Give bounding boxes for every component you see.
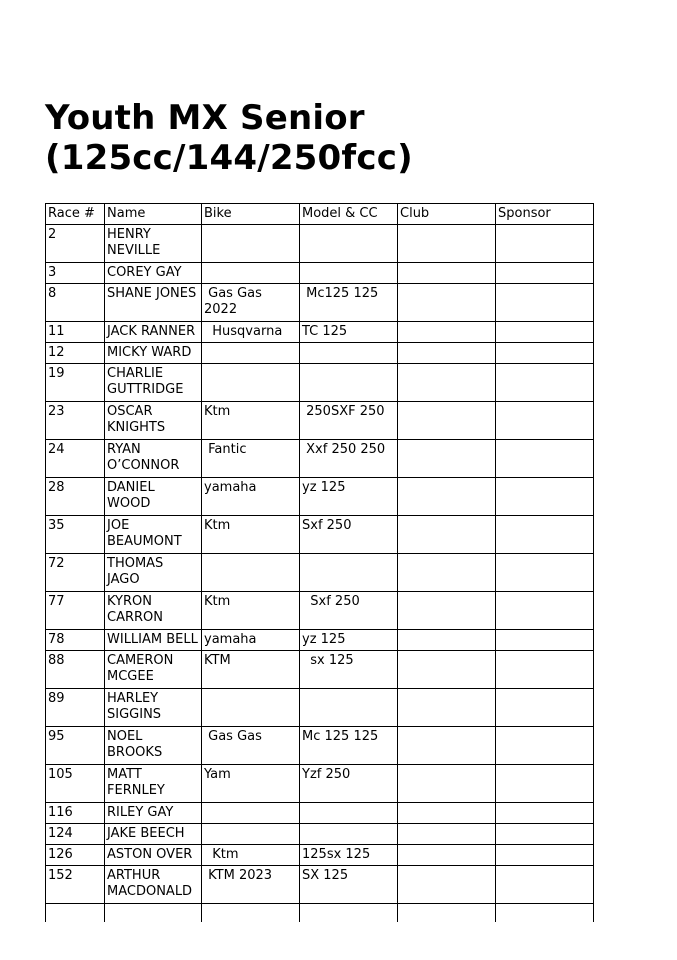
club-cell xyxy=(398,402,496,440)
race-number-cell: 95 xyxy=(46,727,105,765)
club-cell xyxy=(398,866,496,904)
club-cell xyxy=(398,322,496,343)
race-number-cell: 28 xyxy=(46,478,105,516)
club-cell xyxy=(398,364,496,402)
race-number-cell: 2 xyxy=(46,225,105,263)
sponsor-cell xyxy=(496,765,594,803)
sponsor-cell xyxy=(496,225,594,263)
page-title-line-2: (125cc/144/250fcc) xyxy=(45,138,413,178)
sponsor-cell xyxy=(496,478,594,516)
rider-name-cell: CHARLIE GUTTRIDGE xyxy=(105,364,202,402)
model-cc-cell: Mc 125 125 xyxy=(300,727,398,765)
sponsor-cell xyxy=(496,343,594,364)
club-cell xyxy=(398,478,496,516)
rider-name-cell: DANIEL WOOD xyxy=(105,478,202,516)
bike-cell: Ktm xyxy=(202,402,300,440)
bike-cell: Ktm xyxy=(202,845,300,866)
table-row-empty xyxy=(46,904,594,923)
bike-cell: Yam xyxy=(202,765,300,803)
model-cc-cell xyxy=(300,343,398,364)
model-cc-cell: yz 125 xyxy=(300,478,398,516)
race-number-cell: 12 xyxy=(46,343,105,364)
bike-cell xyxy=(202,343,300,364)
sponsor-cell xyxy=(496,263,594,284)
race-number-cell: 11 xyxy=(46,322,105,343)
rider-name-cell: HARLEY SIGGINS xyxy=(105,689,202,727)
rider-name-cell: RYAN O’CONNOR xyxy=(105,440,202,478)
bike-cell: Gas Gas 2022 xyxy=(202,284,300,322)
model-cc-cell xyxy=(300,554,398,592)
table-row xyxy=(46,765,594,803)
empty-cell xyxy=(496,904,594,923)
model-cc-cell: Mc125 125 xyxy=(300,284,398,322)
empty-cell xyxy=(398,904,496,923)
model-cc-cell xyxy=(300,225,398,263)
race-number-cell: 35 xyxy=(46,516,105,554)
club-cell xyxy=(398,651,496,689)
empty-cell xyxy=(300,904,398,923)
club-cell xyxy=(398,284,496,322)
race-number-cell: 3 xyxy=(46,263,105,284)
table-row xyxy=(46,263,594,284)
table-row xyxy=(46,866,594,904)
sponsor-cell xyxy=(496,651,594,689)
club-cell xyxy=(398,845,496,866)
table-row xyxy=(46,440,594,478)
model-cc-cell: SX 125 xyxy=(300,866,398,904)
sponsor-cell xyxy=(496,727,594,765)
table-row xyxy=(46,651,594,689)
model-cc-cell: Sxf 250 xyxy=(300,516,398,554)
table-row xyxy=(46,824,594,845)
bike-cell: yamaha xyxy=(202,630,300,651)
model-cc-cell xyxy=(300,364,398,402)
model-cc-cell: 250SXF 250 xyxy=(300,402,398,440)
sponsor-cell xyxy=(496,284,594,322)
sponsor-cell xyxy=(496,322,594,343)
bike-cell xyxy=(202,824,300,845)
race-number-cell: 124 xyxy=(46,824,105,845)
club-cell xyxy=(398,689,496,727)
race-number-cell: 77 xyxy=(46,592,105,630)
bike-cell xyxy=(202,225,300,263)
rider-name-cell: CAMERON MCGEE xyxy=(105,651,202,689)
sponsor-cell xyxy=(496,630,594,651)
model-cc-cell xyxy=(300,689,398,727)
club-cell xyxy=(398,765,496,803)
club-cell xyxy=(398,440,496,478)
club-cell xyxy=(398,343,496,364)
header-sponsor: Sponsor xyxy=(496,204,594,225)
bike-cell: yamaha xyxy=(202,478,300,516)
sponsor-cell xyxy=(496,845,594,866)
table-row xyxy=(46,803,594,824)
bike-cell: KTM xyxy=(202,651,300,689)
race-number-cell: 105 xyxy=(46,765,105,803)
sponsor-cell xyxy=(496,689,594,727)
bike-cell xyxy=(202,554,300,592)
club-cell xyxy=(398,630,496,651)
model-cc-cell: sx 125 xyxy=(300,651,398,689)
race-number-cell: 152 xyxy=(46,866,105,904)
race-number-cell: 19 xyxy=(46,364,105,402)
table-row xyxy=(46,845,594,866)
race-number-cell: 24 xyxy=(46,440,105,478)
model-cc-cell: 125sx 125 xyxy=(300,845,398,866)
header-bike: Bike xyxy=(202,204,300,225)
bike-cell xyxy=(202,803,300,824)
race-number-cell: 72 xyxy=(46,554,105,592)
table-row xyxy=(46,516,594,554)
page-title-line-1: Youth MX Senior xyxy=(45,98,365,138)
bike-cell: Fantic xyxy=(202,440,300,478)
bike-cell: Gas Gas xyxy=(202,727,300,765)
header-model-cc: Model & CC xyxy=(300,204,398,225)
club-cell xyxy=(398,554,496,592)
club-cell xyxy=(398,727,496,765)
header-row xyxy=(46,204,594,225)
model-cc-cell: Sxf 250 xyxy=(300,592,398,630)
model-cc-cell: Xxf 250 250 xyxy=(300,440,398,478)
club-cell xyxy=(398,263,496,284)
model-cc-cell: TC 125 xyxy=(300,322,398,343)
race-number-cell: 116 xyxy=(46,803,105,824)
sponsor-cell xyxy=(496,516,594,554)
table-row xyxy=(46,478,594,516)
rider-name-cell: JAKE BEECH xyxy=(105,824,202,845)
model-cc-cell xyxy=(300,263,398,284)
rider-name-cell: MATT FERNLEY xyxy=(105,765,202,803)
race-number-cell: 78 xyxy=(46,630,105,651)
sponsor-cell xyxy=(496,824,594,845)
rider-name-cell: ASTON OVER xyxy=(105,845,202,866)
sponsor-cell xyxy=(496,554,594,592)
empty-cell xyxy=(202,904,300,923)
table-row xyxy=(46,225,594,263)
club-cell xyxy=(398,225,496,263)
bike-cell xyxy=(202,364,300,402)
header-race-number: Race # xyxy=(46,204,105,225)
rider-name-cell: JOE BEAUMONT xyxy=(105,516,202,554)
race-number-cell: 126 xyxy=(46,845,105,866)
bike-cell: Ktm xyxy=(202,592,300,630)
rider-name-cell: WILLIAM BELL xyxy=(105,630,202,651)
table-row xyxy=(46,554,594,592)
race-number-cell: 8 xyxy=(46,284,105,322)
model-cc-cell: yz 125 xyxy=(300,630,398,651)
model-cc-cell xyxy=(300,803,398,824)
table-row xyxy=(46,630,594,651)
rider-name-cell: OSCAR KNIGHTS xyxy=(105,402,202,440)
bike-cell: Ktm xyxy=(202,516,300,554)
race-number-cell: 89 xyxy=(46,689,105,727)
rider-name-cell: RILEY GAY xyxy=(105,803,202,824)
model-cc-cell xyxy=(300,824,398,845)
rider-name-cell: SHANE JONES xyxy=(105,284,202,322)
club-cell xyxy=(398,516,496,554)
table-row xyxy=(46,322,594,343)
rider-name-cell: MICKY WARD xyxy=(105,343,202,364)
page-title xyxy=(45,98,645,178)
sponsor-cell xyxy=(496,364,594,402)
club-cell xyxy=(398,803,496,824)
table-row xyxy=(46,592,594,630)
rider-name-cell: THOMAS JAGO xyxy=(105,554,202,592)
table-row xyxy=(46,364,594,402)
rider-name-cell: COREY GAY xyxy=(105,263,202,284)
header-name: Name xyxy=(105,204,202,225)
empty-cell xyxy=(105,904,202,923)
header-club: Club xyxy=(398,204,496,225)
model-cc-cell: Yzf 250 xyxy=(300,765,398,803)
rider-name-cell: HENRY NEVILLE xyxy=(105,225,202,263)
club-cell xyxy=(398,592,496,630)
bike-cell: Husqvarna xyxy=(202,322,300,343)
table-row xyxy=(46,727,594,765)
sponsor-cell xyxy=(496,803,594,824)
rider-name-cell: ARTHUR MACDONALD xyxy=(105,866,202,904)
sponsor-cell xyxy=(496,592,594,630)
empty-cell xyxy=(46,904,105,923)
sponsor-cell xyxy=(496,440,594,478)
race-number-cell: 88 xyxy=(46,651,105,689)
sponsor-cell xyxy=(496,866,594,904)
table-row xyxy=(46,284,594,322)
rider-name-cell: NOEL BROOKS xyxy=(105,727,202,765)
table-row xyxy=(46,343,594,364)
bike-cell xyxy=(202,689,300,727)
rider-name-cell: KYRON CARRON xyxy=(105,592,202,630)
sponsor-cell xyxy=(496,402,594,440)
bike-cell: KTM 2023 xyxy=(202,866,300,904)
entry-table xyxy=(45,203,594,922)
club-cell xyxy=(398,824,496,845)
bike-cell xyxy=(202,263,300,284)
table-row xyxy=(46,402,594,440)
race-number-cell: 23 xyxy=(46,402,105,440)
rider-name-cell: JACK RANNER xyxy=(105,322,202,343)
table-row xyxy=(46,689,594,727)
